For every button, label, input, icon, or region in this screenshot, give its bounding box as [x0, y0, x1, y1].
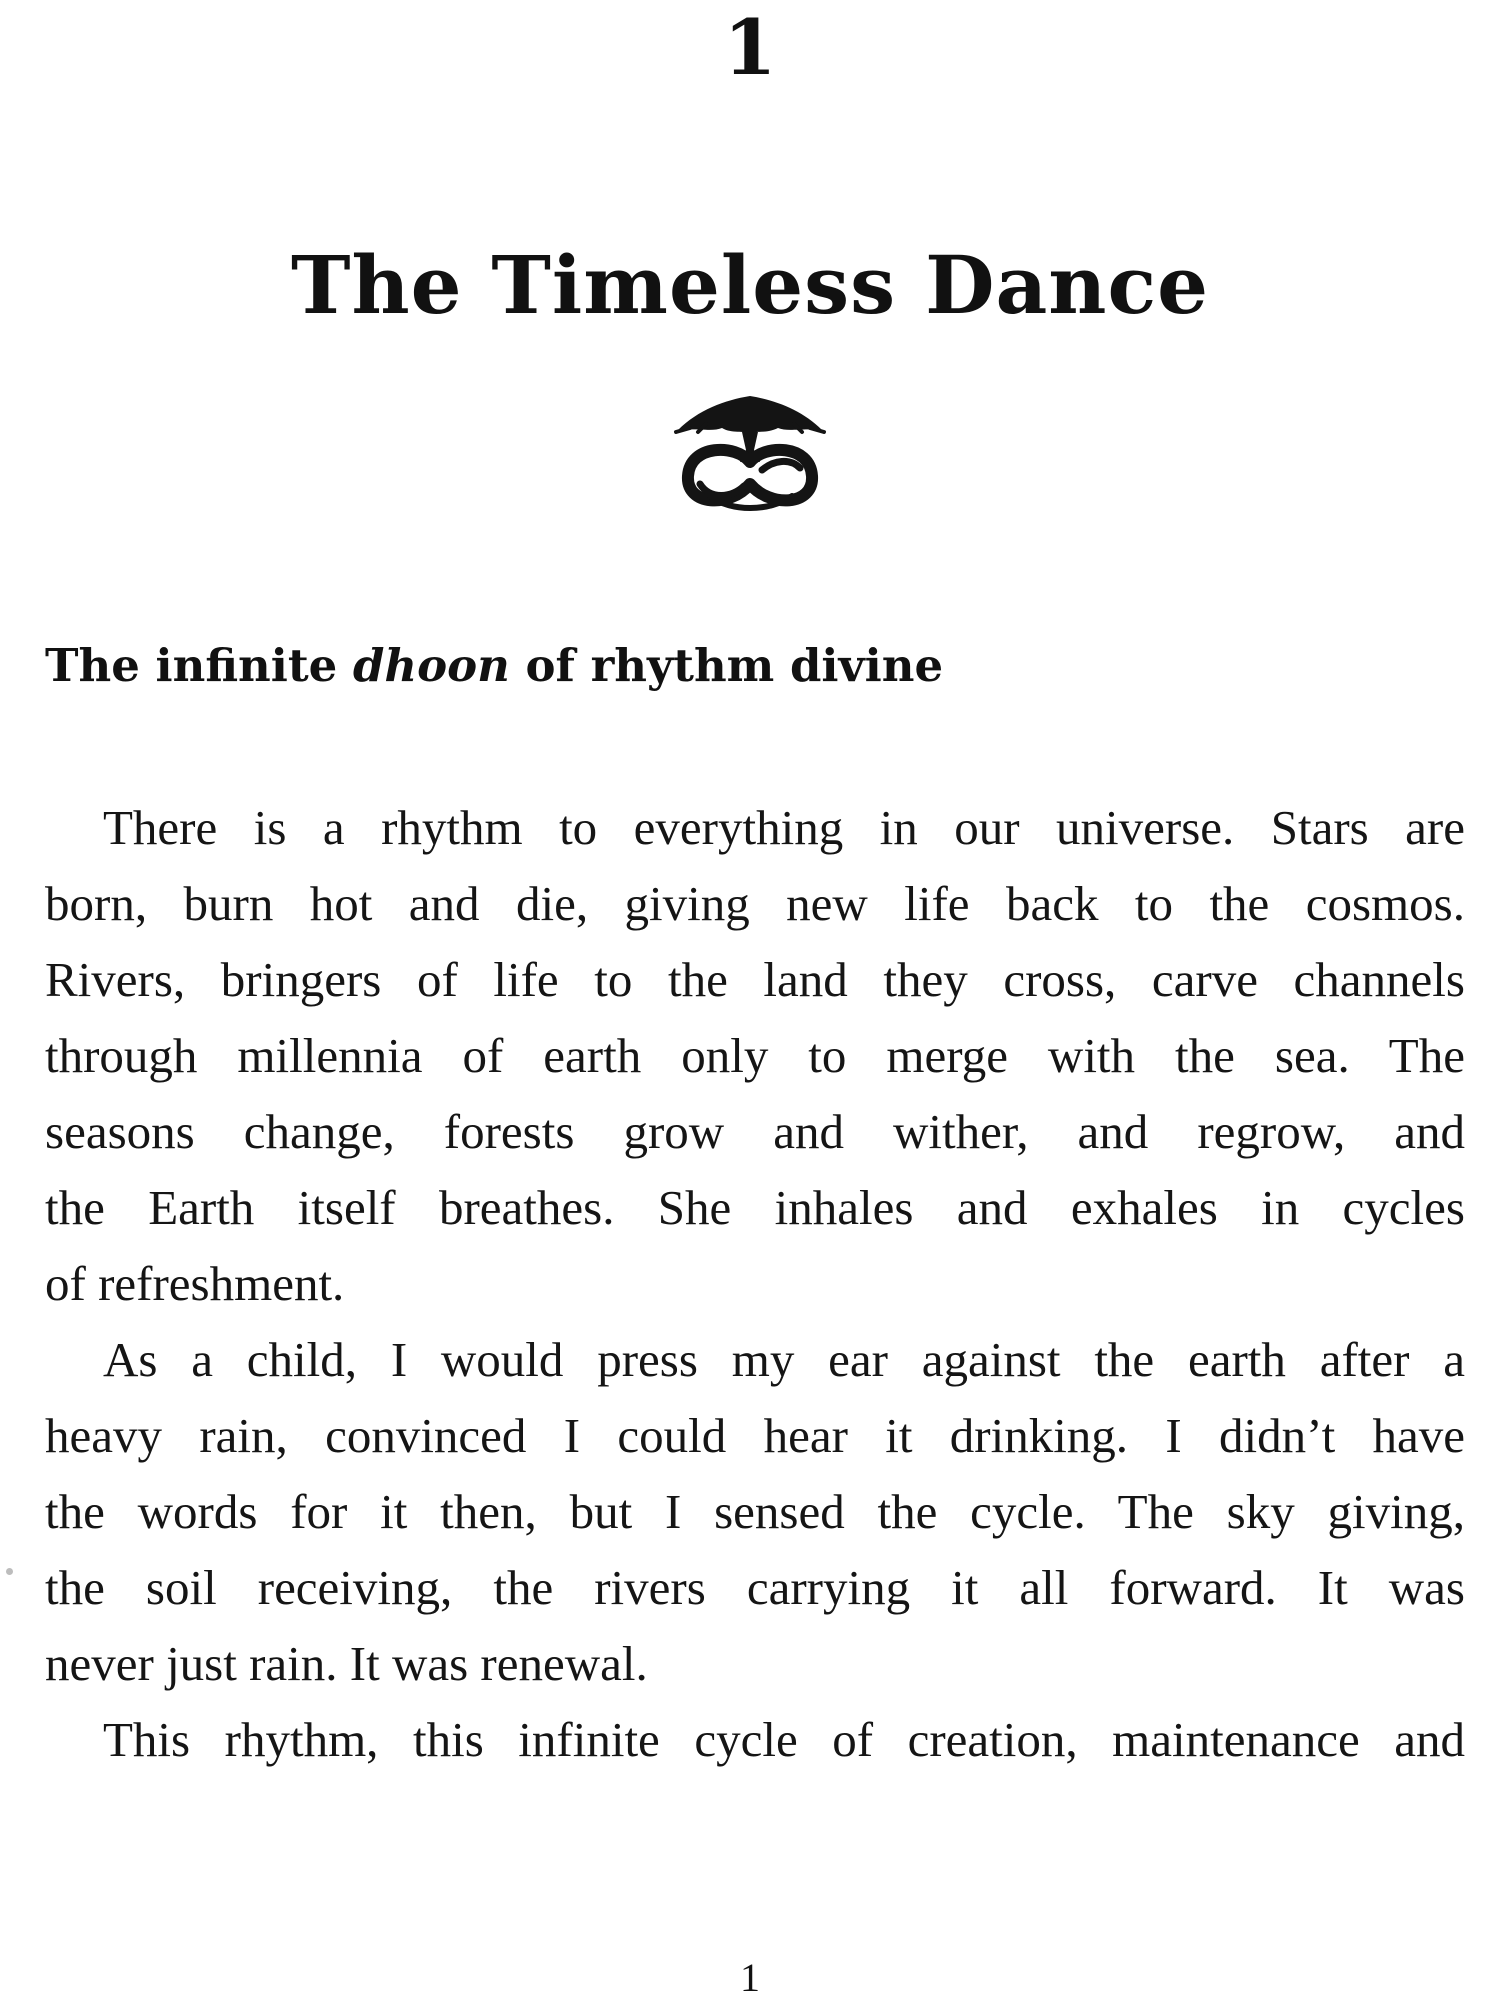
body-line: the words for it then, but I sensed the cycle. The sky giving,	[45, 1484, 1465, 1539]
section-heading-end: of rhythm divine	[509, 639, 944, 692]
body-line: heavy rain, convinced I could hear it drinking. I didn’t have	[45, 1408, 1465, 1463]
tree-infinity-ornament-icon	[670, 388, 830, 523]
chapter-number: 1	[723, 3, 777, 92]
stray-mark	[6, 1568, 13, 1575]
body-line: the Earth itself breathes. She inhales and exhales in cycles	[45, 1180, 1465, 1235]
body-line: Rivers, bringers of life to the land they cross, carve channels	[45, 952, 1465, 1007]
body-line: There is a rhythm to everything in our universe. Stars are	[103, 800, 1465, 855]
body-line: This rhythm, this infinite cycle of creation, maintenance and	[103, 1712, 1465, 1767]
body-line: the soil receiving, the rivers carrying it all forward. It was	[45, 1560, 1465, 1615]
section-heading-start: The infinite	[45, 639, 353, 692]
body-line: of refreshment.	[45, 1256, 345, 1311]
page-number: 1	[740, 1955, 760, 2000]
body-line: never just rain. It was renewal.	[45, 1636, 648, 1691]
body-text	[45, 790, 1465, 1778]
body-line: As a child, I would press my ear against the earth after a	[103, 1332, 1465, 1387]
body-line: seasons change, forests grow and wither, and regrow, and	[45, 1104, 1465, 1159]
section-heading-italic-word: dhoon	[352, 639, 510, 692]
body-line: born, burn hot and die, giving new life back to the cosmos.	[45, 876, 1465, 931]
chapter-title: The Timeless Dance	[290, 238, 1210, 332]
body-line: through millennia of earth only to merge with the sea. The	[45, 1028, 1465, 1083]
section-heading	[45, 639, 944, 692]
